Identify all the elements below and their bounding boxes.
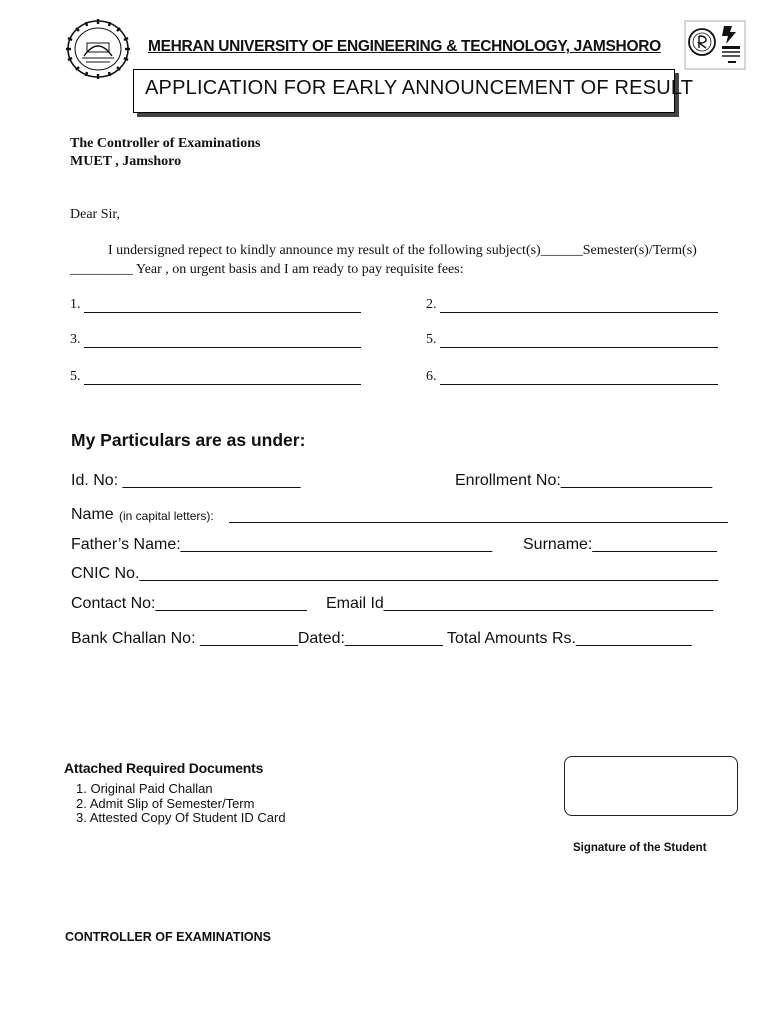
attachments-heading: Attached Required Documents	[64, 760, 264, 776]
email-field[interactable]: Email Id_____________________________________	[326, 595, 714, 612]
university-name: MEHRAN UNIVERSITY OF ENGINEERING & TECHNOLOGY, JAMSHORO	[148, 38, 661, 55]
letter-body-line-2: _________ Year , on urgent basis and I am ready to pay requisite fees:	[70, 262, 464, 277]
bank-challan-field[interactable]: Bank Challan No: ___________Dated:___________ Total Amounts Rs._____________	[71, 630, 692, 647]
subject-4-number: 5.	[426, 332, 437, 347]
subject-2-field[interactable]	[440, 297, 718, 313]
list-item: 3. Attested Copy Of Student ID Card	[76, 810, 286, 825]
university-seal-icon	[60, 18, 136, 80]
id-no-field[interactable]: Id. No: ____________________	[71, 472, 301, 489]
signature-box[interactable]	[564, 756, 738, 816]
controller-of-examinations: CONTROLLER OF EXAMINATIONS	[65, 930, 272, 944]
subject-5-field[interactable]	[84, 369, 361, 385]
list-item: 2. Admit Slip of Semester/Term	[76, 795, 255, 811]
contact-no-field[interactable]: Contact No:_________________	[71, 595, 307, 612]
signature-label: Signature of the Student	[573, 842, 707, 854]
subject-4-field[interactable]	[440, 332, 718, 348]
subject-3-field[interactable]	[84, 332, 361, 348]
form-title: APPLICATION FOR EARLY ANNOUNCEMENT OF RESULT	[145, 77, 694, 99]
attachments-list	[76, 782, 286, 826]
subject-1-number: 1.	[70, 297, 81, 312]
addressee-line-2: MUET , Jamshoro	[70, 154, 182, 169]
subject-3-number: 3.	[70, 332, 81, 347]
surname-field[interactable]: Surname:______________	[523, 536, 717, 553]
salutation: Dear Sir,	[70, 207, 120, 222]
subject-5-number: 5.	[70, 369, 81, 384]
subject-1-field[interactable]	[84, 297, 361, 313]
enrollment-no-field[interactable]: Enrollment No:_________________	[455, 472, 713, 489]
subject-6-field[interactable]	[440, 369, 718, 385]
letter-body-line-1: I undersigned repect to kindly announce my result of the following subject(s)______Semester(s)/Term(s)	[108, 243, 697, 258]
name-field[interactable]	[229, 506, 728, 523]
particulars-heading: My Particulars are as under:	[71, 430, 306, 450]
iso-certification-icon	[684, 20, 746, 70]
name-capital-note: (in capital letters):	[119, 509, 214, 523]
addressee-line-1: The Controller of Examinations	[70, 136, 261, 151]
subject-6-number: 6.	[426, 369, 437, 384]
cnic-field[interactable]: CNIC No._________________________________________________________________	[71, 565, 718, 582]
subject-2-number: 2.	[426, 297, 437, 312]
name-label: Name	[71, 506, 114, 523]
list-item: 1. Original Paid Challan	[76, 781, 213, 796]
fathers-name-field[interactable]: Father’s Name:___________________________________	[71, 536, 493, 553]
